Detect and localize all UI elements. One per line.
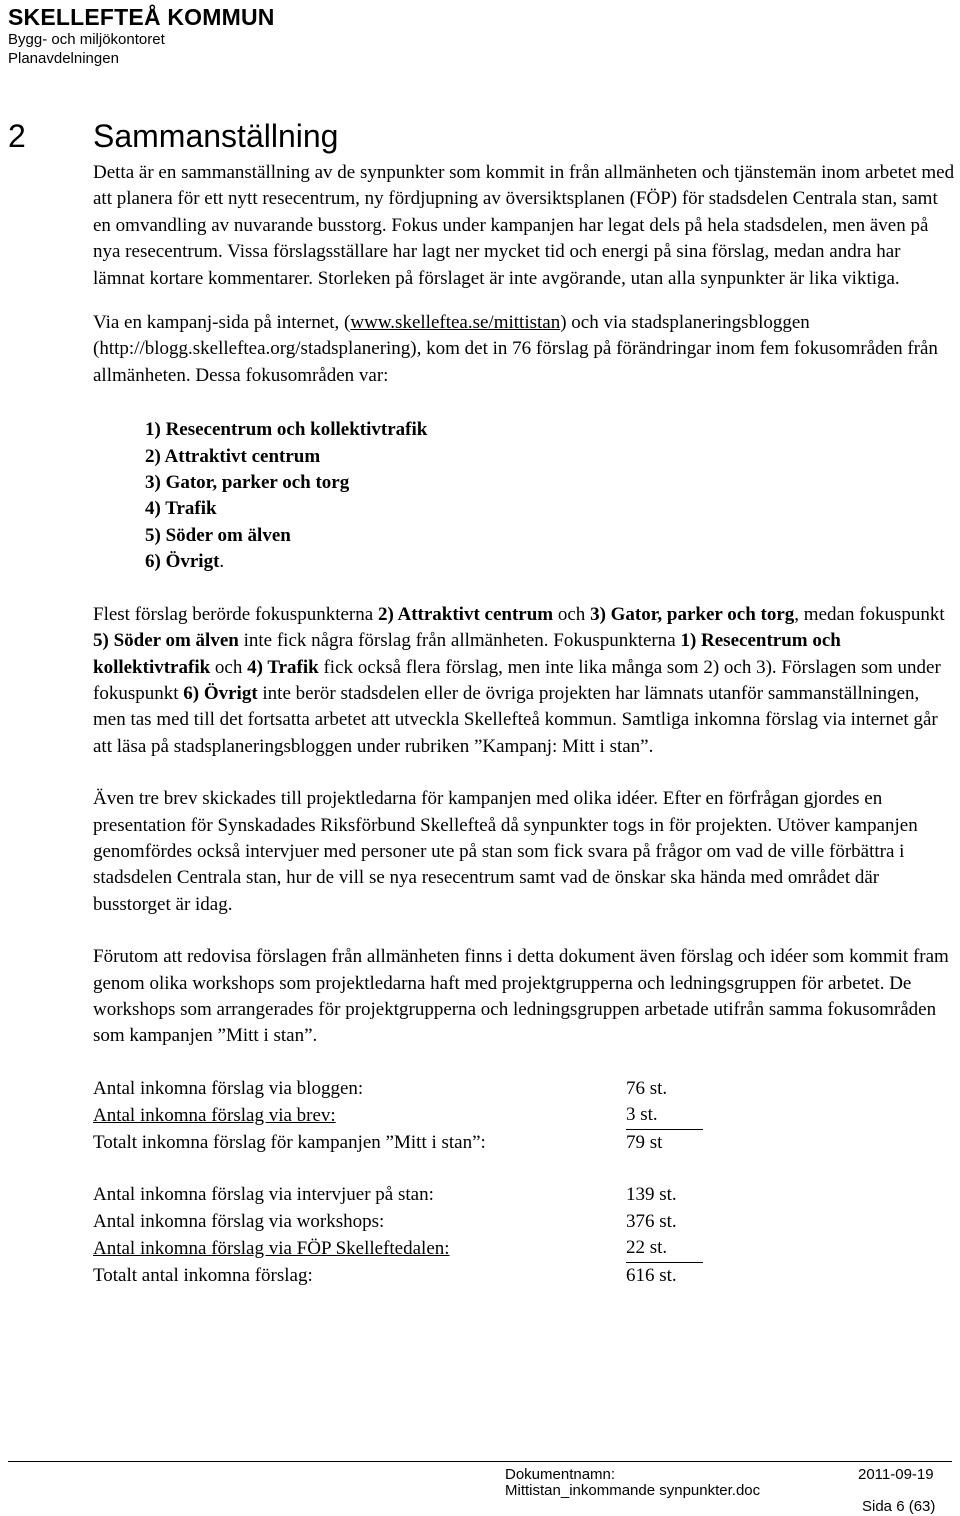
list-item-text: 6) Övrigt	[145, 551, 220, 573]
summary-text: inte berör stadsdelen eller de övriga projekten har lämnats utanför sammanställningen, men tas med till det fortsatta arbetet att utveckla Skellefteå kommun. Samtliga inkomna förslag via internet går att läsa på stadsplaneringsbloggen under rubriken ”Kampanj: Mitt i stan”.	[93, 682, 938, 757]
organization-name: SKELLEFTEÅ KOMMUN	[8, 4, 275, 30]
campaign-text-end: ) och via stadsplaneringsbloggen (http://blogg.skelleftea.org/stadsplanering), kom det in 76 förslag på förändringar inom fem fokusområden från allmänheten. Dessa fokusområden var:	[93, 312, 938, 386]
intro-paragraph: Detta är en sammanställning av de synpunkter som kommit in från allmänheten och tjänstemän inom arbetet med att planera för ett nytt resecentrum, ny fördjupning av översiktsplanen (FÖP) för stadsdelen Centrala stan, samt en omvandling av nuvarande busstorg. Fokus under kampanjen har legat dels på hela stadsdelen, men även på nya resecentrum. Vissa förslagsställare har lagt ner mycket tid och energi på sina förslag, medan andra har lämnat kortare kommentarer. Storleken på förslaget är inte avgörande, utan alla synpunkter är lika viktiga.	[93, 162, 955, 289]
list-item	[145, 549, 955, 575]
campaign-paragraph	[93, 310, 955, 389]
table-row	[93, 1209, 703, 1236]
total-stats-table	[93, 1182, 703, 1289]
stat-value: 616 st.	[626, 1264, 677, 1286]
footer-divider	[8, 1461, 952, 1462]
campaign-text-start: Via en kampanj-sida på internet, (	[93, 312, 351, 334]
document-name-label: Dokumentnamn:	[505, 1466, 616, 1483]
stat-label: Antal inkomna förslag via intervjuer på stan:	[93, 1184, 434, 1206]
stat-value: 376 st.	[626, 1210, 677, 1232]
section-number: 2	[8, 118, 26, 154]
stat-label: Antal inkomna förslag via workshops:	[93, 1210, 385, 1232]
page-number: Sida 6 (63)	[862, 1498, 936, 1515]
campaign-stats-table	[93, 1076, 703, 1157]
stat-value: 76 st.	[626, 1077, 668, 1099]
stat-value: 22 st.	[626, 1235, 703, 1262]
stat-label: Totalt antal inkomna förslag:	[93, 1264, 313, 1286]
workshops-paragraph: Förutom att redovisa förslagen från allmänheten finns i detta dokument även förslag och idéer som kommit fram genom olika workshops som projektledarna haft med projektgrupperna och ledningsgruppen för arbetet. De workshops som arrangerades för projektgrupperna och ledningsgruppen arbetade utifrån samma fokusområden som kampanjen ”Mitt i stan”.	[93, 946, 949, 1047]
list-item: 3) Gator, parker och torg	[145, 472, 350, 494]
department-name: Bygg- och miljökontoret	[8, 31, 165, 48]
campaign-link[interactable]: www.skelleftea.se/mittistan	[350, 312, 561, 334]
table-row	[93, 1262, 703, 1289]
document-name: Mittistan_inkommande synpunkter.doc	[505, 1482, 761, 1499]
table-row	[93, 1102, 703, 1129]
summary-bold: 6) Övrigt	[183, 682, 258, 704]
focus-area-list	[145, 417, 955, 575]
table-row	[93, 1182, 703, 1209]
focus-summary-paragraph	[93, 602, 955, 760]
summary-text: , medan fokuspunkt	[794, 603, 945, 625]
stat-value: 79 st	[626, 1131, 663, 1153]
unit-name: Planavdelningen	[8, 50, 119, 67]
summary-bold: 1) Resecentrum och kollektivtrafik	[93, 630, 841, 678]
summary-text: och	[553, 603, 591, 625]
summary-bold: 2) Attraktivt centrum	[377, 603, 554, 625]
stat-label: Antal inkomna förslag via bloggen:	[93, 1077, 364, 1099]
document-date: 2011-09-19	[858, 1466, 934, 1483]
list-item: 5) Söder om älven	[145, 524, 291, 546]
stat-value: 3 st.	[626, 1102, 703, 1129]
stat-label: Totalt inkomna förslag för kampanjen ”Mitt i stan”:	[93, 1131, 486, 1153]
summary-bold: 4) Trafik	[247, 656, 319, 678]
summary-bold: 5) Söder om älven	[93, 630, 239, 652]
summary-text: Flest förslag berörde fokuspunkterna	[93, 603, 378, 625]
stat-label: Antal inkomna förslag via FÖP Skelleftedalen:	[93, 1237, 450, 1259]
stat-value: 139 st.	[626, 1184, 677, 1206]
document-body	[93, 160, 955, 1289]
page-header	[8, 4, 275, 68]
summary-text: och	[210, 656, 248, 678]
table-row	[93, 1235, 703, 1262]
section-heading	[8, 116, 338, 156]
section-title: Sammanställning	[93, 118, 339, 154]
list-item: 2) Attraktivt centrum	[145, 445, 321, 467]
stat-label: Antal inkomna förslag via brev:	[93, 1104, 336, 1126]
list-item: 4) Trafik	[145, 498, 217, 520]
summary-bold: 3) Gator, parker och torg	[590, 603, 795, 625]
letters-interviews-paragraph: Även tre brev skickades till projektledarna för kampanjen med olika idéer. Efter en förfrågan gjordes en presentation för Synskadades Riksförbund Skellefteå då synpunkter togs in för projekten. Utöver kampanjen genomfördes också intervjuer med personer ute på stan som fick svara på frågor om vad de ville förbättra i stadsdelen Centrala stan, hur de vill se nya resecentrum samt vad de önskar ska hända med området där busstorget är idag.	[93, 788, 918, 915]
summary-text: inte fick några förslag från allmänheten. Fokuspunkterna	[238, 630, 681, 652]
list-end-period: .	[219, 551, 225, 573]
table-row	[93, 1076, 703, 1103]
list-item: 1) Resecentrum och kollektivtrafik	[145, 419, 428, 441]
summary-text: fick också flera förslag, men inte lika många som 2) och 3). Förslagen som under fokuspunkt	[93, 656, 941, 704]
table-row	[93, 1129, 703, 1156]
